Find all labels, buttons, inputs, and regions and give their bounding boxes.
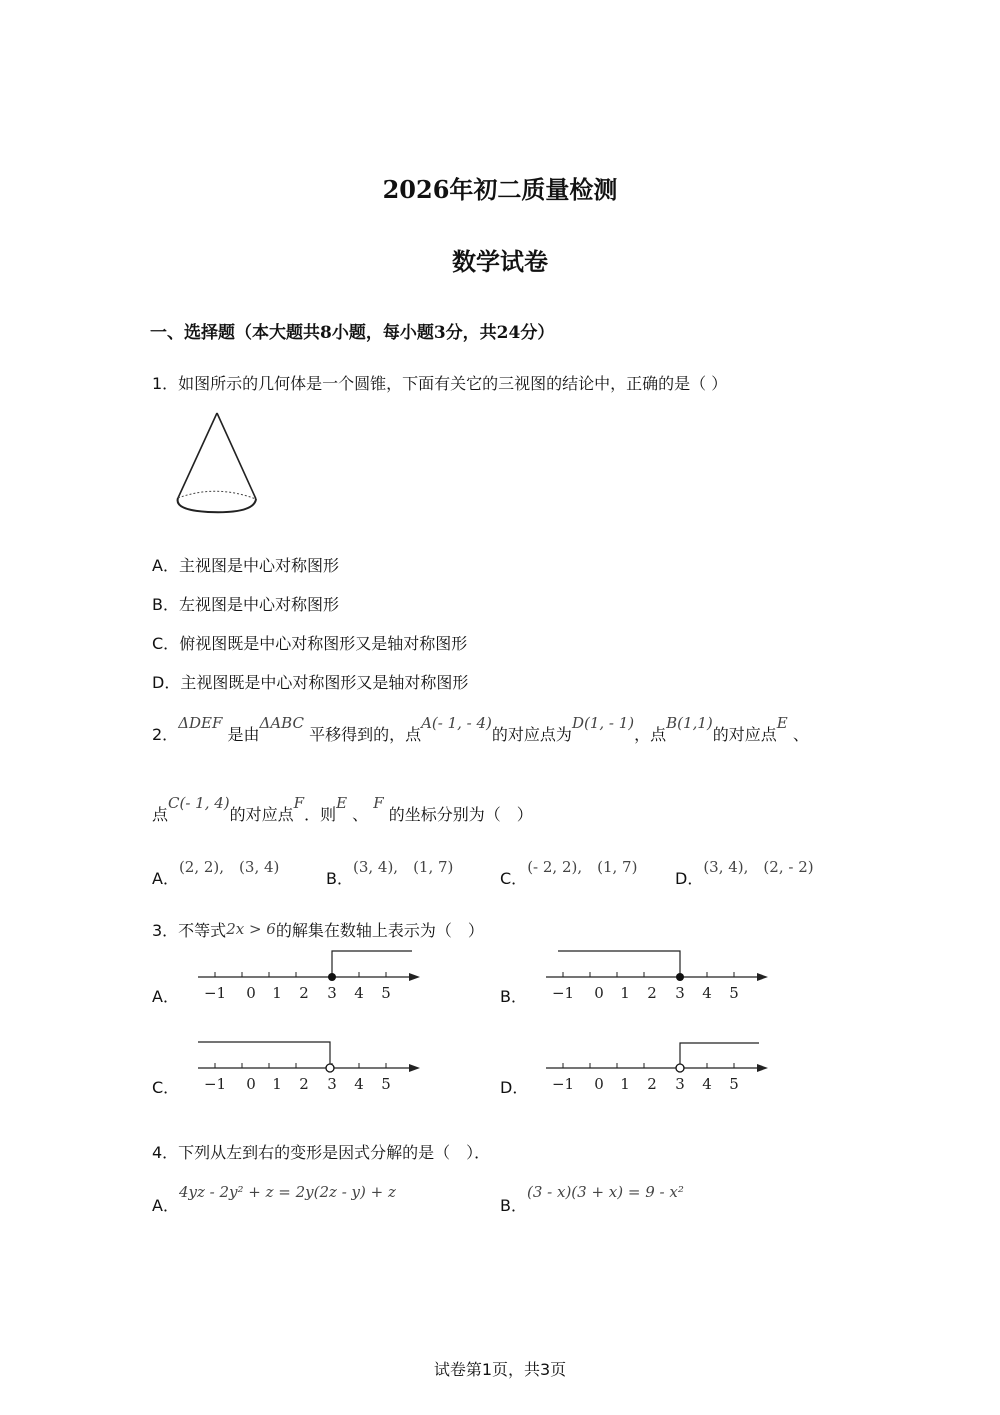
q2-text: 的对应点	[229, 805, 294, 824]
q2-point-d: D(1, - 1)	[571, 714, 635, 732]
tick-label: 2	[299, 984, 309, 1002]
q1-option-a-text: 主视图是中心对称图形	[178, 556, 339, 575]
cone-base-back	[178, 491, 256, 499]
ticks	[215, 1063, 386, 1068]
q1-option-d-label: D．	[152, 673, 181, 692]
section-heading: 一、选择题（本大题共8小题，每小题3分，共24分）	[150, 323, 555, 343]
tick-label: 5	[381, 1075, 391, 1093]
q1-option-b-label: B．	[152, 595, 179, 614]
tick-label: 5	[381, 984, 391, 1002]
q2-point-b: B(1,1)	[666, 714, 713, 732]
q4-option-b[interactable]	[500, 1183, 684, 1216]
tick-label: 4	[354, 1075, 364, 1093]
page-footer: 试卷第1页，共3页	[433, 1360, 567, 1379]
tick-label: 1	[620, 984, 630, 1002]
ticks	[563, 972, 734, 977]
q2-triangle-abc: ΔABC	[259, 714, 304, 732]
q2-point-a: A(- 1, - 4)	[421, 714, 492, 732]
tick-label: 4	[702, 984, 712, 1002]
cone-left-edge	[178, 413, 217, 498]
q2-text: ．则	[304, 805, 337, 824]
q1-option-b-text: 左视图是中心对称图形	[178, 595, 339, 614]
tick-label: 2	[647, 1075, 657, 1093]
q2-option-b-label: B．	[326, 869, 353, 888]
q3-inequality: 2x > 6	[226, 920, 276, 938]
q3-text: 3．不等式	[152, 921, 227, 940]
q3-number-line-a	[190, 942, 430, 1012]
q1-option-d[interactable]	[152, 670, 468, 693]
q2-option-d[interactable]	[675, 858, 814, 889]
tick-label: 1	[272, 984, 282, 1002]
ticks	[215, 972, 386, 977]
q1-option-a[interactable]	[152, 553, 339, 576]
q2-text: 平移得到的，点	[309, 725, 422, 744]
tick-label: 3	[327, 984, 337, 1002]
solution-ray	[680, 1043, 759, 1068]
q4-option-a[interactable]	[152, 1183, 396, 1216]
q3-option-c-label[interactable]: C．	[152, 1078, 180, 1097]
tick-label: −1	[551, 1075, 575, 1093]
tick-label: 4	[354, 984, 364, 1002]
tick-label: 0	[246, 984, 256, 1002]
q2-option-b-text: (3, 4), (1, 7)	[352, 858, 454, 876]
tick-labels	[204, 984, 391, 1002]
tick-label: −1	[203, 1075, 227, 1093]
cone-base-front	[178, 498, 256, 512]
tick-label: 0	[246, 1075, 256, 1093]
q3-option-d-label[interactable]: D．	[500, 1078, 529, 1097]
q2-option-a-text: (2, 2), (3, 4)	[178, 858, 280, 876]
solution-ray	[198, 1042, 330, 1068]
q2-option-d-text: (3, 4), (2, - 2)	[703, 858, 814, 876]
q2-text: 的坐标分别为（ ）	[388, 805, 533, 824]
q2-text: 的对应点为	[491, 725, 572, 744]
page-title: 2026年初二质量检测	[382, 175, 618, 204]
question-4-stem: 4．下列从左到右的变形是因式分解的是（ ）．	[152, 1143, 491, 1162]
q2-option-c-text: (- 2, 2), (1, 7)	[527, 858, 638, 876]
q4-option-b-text: (3 - x)(3 + x) = 9 - x²	[526, 1183, 684, 1201]
page-subtitle: 数学试卷	[452, 247, 548, 276]
q2-option-d-label: D．	[675, 869, 704, 888]
q4-option-b-label: B．	[500, 1196, 527, 1215]
q2-text: ，点	[634, 725, 667, 744]
question-3-stem	[152, 918, 484, 941]
tick-label: 2	[299, 1075, 309, 1093]
q3-number-line-c	[190, 1033, 430, 1103]
tick-label: 5	[729, 984, 739, 1002]
q2-point-e: E	[776, 714, 788, 732]
q2-text: 是由	[227, 725, 260, 744]
tick-labels	[552, 1075, 739, 1093]
solution-ray	[332, 951, 412, 977]
tick-label: 0	[594, 1075, 604, 1093]
question-2-line-1	[152, 714, 809, 745]
q2-text: 、	[352, 805, 369, 824]
q1-option-b[interactable]	[152, 592, 339, 615]
tick-label: 3	[675, 1075, 685, 1093]
tick-label: 1	[620, 1075, 630, 1093]
q1-option-c-text: 俯视图既是中心对称图形又是轴对称图形	[179, 634, 468, 653]
solid-endpoint	[676, 973, 684, 981]
q3-option-b-label[interactable]: B．	[500, 987, 527, 1006]
q2-text: 、	[792, 725, 809, 744]
q3-text: 的解集在数轴上表示为（ ）	[275, 921, 484, 940]
cone-right-edge	[217, 413, 256, 499]
q4-option-a-text: 4yz - 2y² + z = 2y(2z - y) + z	[178, 1183, 396, 1201]
axis-arrow	[757, 973, 768, 981]
axis-arrow	[409, 1064, 420, 1072]
axis-arrow	[757, 1064, 768, 1072]
q3-number-line-b	[538, 942, 778, 1012]
open-endpoint	[326, 1064, 334, 1072]
q2-point-f: F	[373, 794, 384, 812]
q2-text: 点	[152, 805, 169, 824]
open-endpoint	[676, 1064, 684, 1072]
ticks	[563, 1063, 734, 1068]
question-1-stem: 1．如图所示的几何体是一个圆锥，下面有关它的三视图的结论中，正确的是（ ）	[152, 374, 728, 393]
tick-label: 3	[675, 984, 685, 1002]
q1-option-c[interactable]	[152, 631, 467, 654]
q1-option-c-label: C．	[152, 634, 180, 653]
tick-label: 4	[702, 1075, 712, 1093]
tick-label: −1	[551, 984, 575, 1002]
axis-arrow	[409, 973, 420, 981]
solution-ray	[558, 951, 680, 977]
q3-number-line-d	[538, 1033, 778, 1103]
q2-point-e: E	[336, 794, 348, 812]
q2-option-c[interactable]	[500, 858, 638, 889]
q2-point-c: C(- 1, 4)	[168, 794, 230, 812]
q2-option-a-label: A．	[152, 869, 179, 888]
q2-text: 的对应点	[712, 725, 777, 744]
tick-label: −1	[203, 984, 227, 1002]
q3-option-a-label[interactable]: A．	[152, 987, 179, 1006]
q4-option-a-label: A．	[152, 1196, 179, 1215]
q2-triangle-def: ΔDEF	[178, 714, 223, 732]
q1-option-a-label: A．	[152, 556, 179, 575]
tick-label: 1	[272, 1075, 282, 1093]
question-2-line-2	[152, 794, 533, 825]
cone-figure	[168, 410, 268, 520]
solid-endpoint	[328, 973, 336, 981]
q2-number: 2．	[152, 725, 179, 744]
q2-option-b[interactable]	[326, 858, 454, 889]
q2-option-c-label: C．	[500, 869, 528, 888]
tick-labels	[204, 1075, 391, 1093]
q2-point-f: F	[293, 794, 305, 812]
tick-label: 0	[594, 984, 604, 1002]
q1-option-d-text: 主视图既是中心对称图形又是轴对称图形	[180, 673, 469, 692]
tick-label: 3	[327, 1075, 337, 1093]
tick-label: 2	[647, 984, 657, 1002]
q2-option-a[interactable]	[152, 858, 280, 889]
tick-label: 5	[729, 1075, 739, 1093]
tick-labels	[552, 984, 739, 1002]
